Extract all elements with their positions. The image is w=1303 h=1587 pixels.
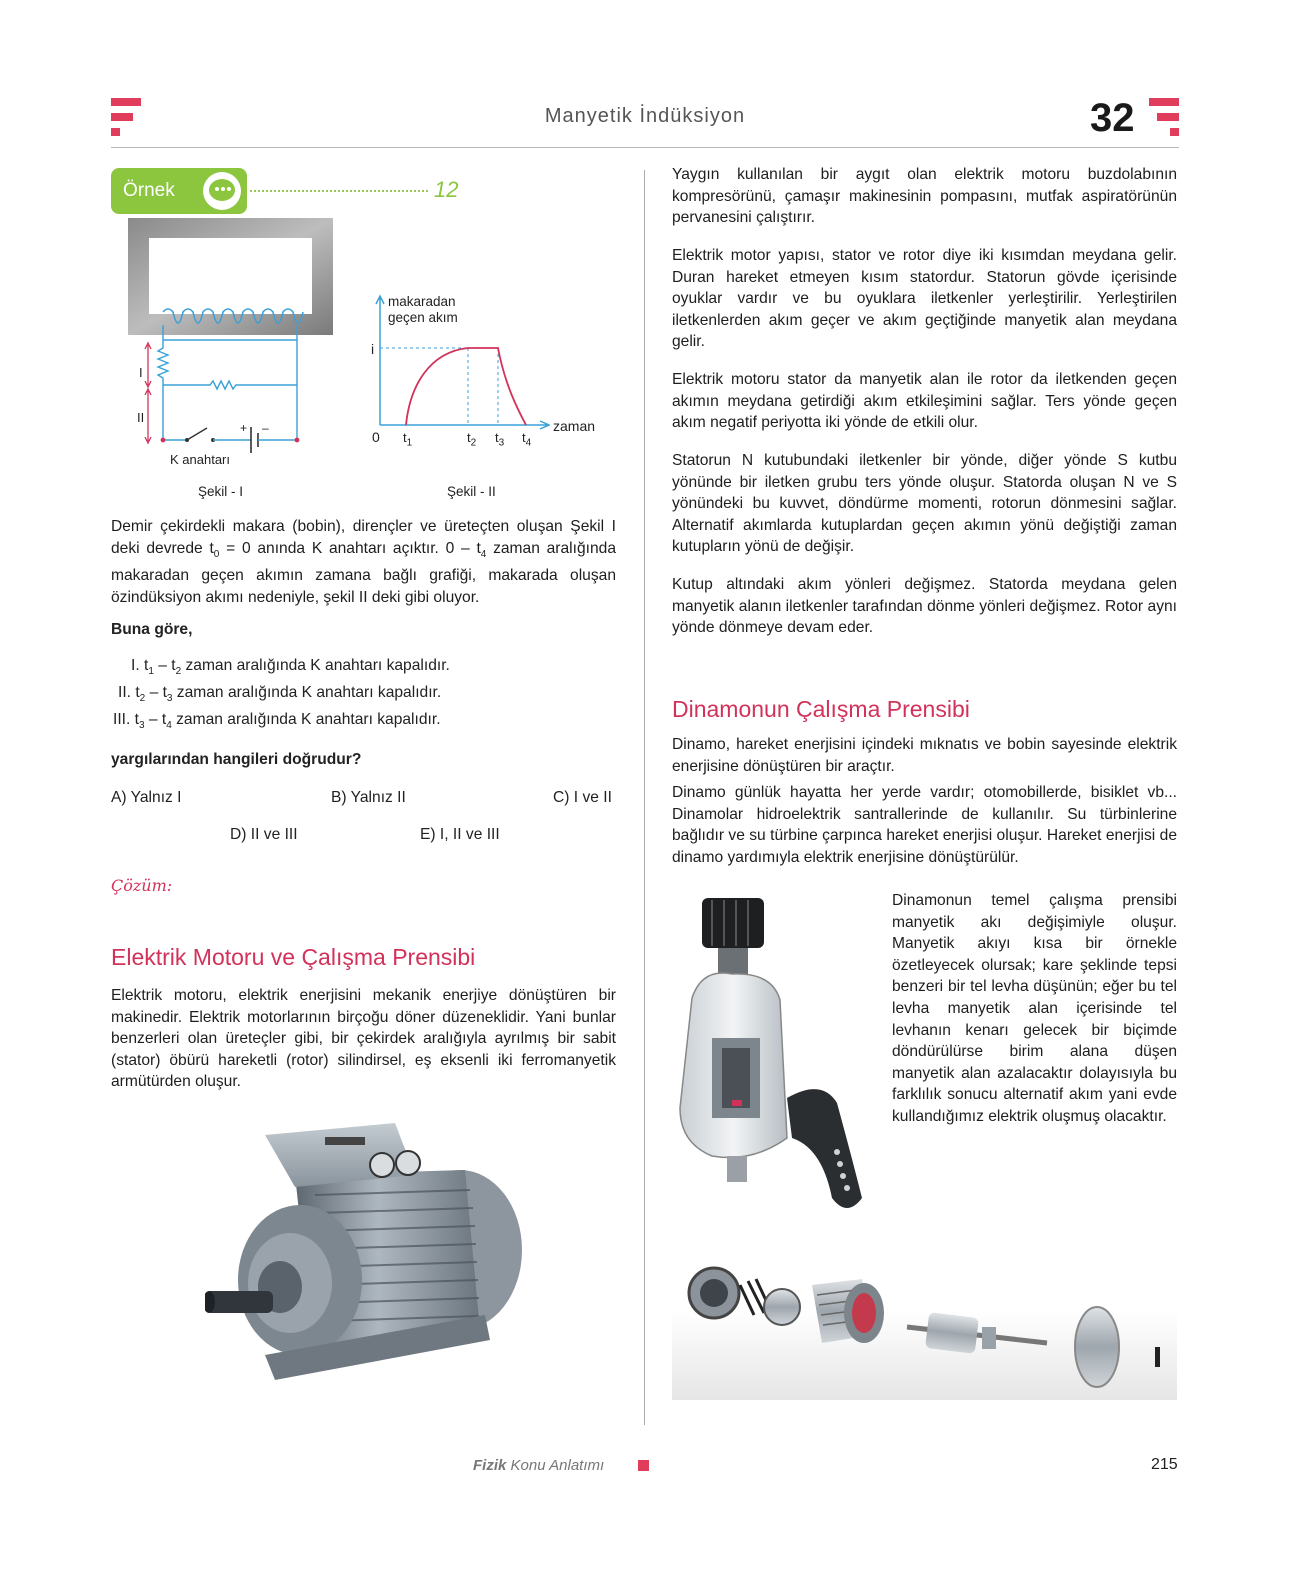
header-rule [111, 147, 1179, 148]
footer-square [638, 1460, 649, 1471]
right-paragraph-3: Elektrik motoru stator da manyetik alan ile rotor da iletkenden geçen akımın meydana getirdiği akım etkileşimini sağlar. Ters yönde geçen akım negatif periyotta iki yönde de etkili olur. [672, 371, 1177, 432]
current-curve [406, 348, 526, 425]
switch-label: K anahtarı [170, 452, 230, 467]
graph-y-tick: i [371, 341, 375, 357]
right-paragraph-2: Elektrik motor yapısı, stator ve rotor diye iki kısımdan meydana gelir. Duran hareket etmeyen kısım statordur. Statorun gövde içerisinde oyuklar vardır ve bu oyuklara iletkenler yerleştirilir. Yerleştirilen iletkenlerden akım geçer ve akım geçtiğinde manyetik alan meydana gelir. [672, 247, 1177, 351]
label-II: II [137, 410, 145, 425]
example-number: 12 [434, 177, 459, 202]
graph-tick-t1: $t_1$ [403, 430, 413, 449]
resistor-2 [163, 381, 297, 389]
switch-k [187, 428, 207, 440]
question-prompt: Buna göre, [111, 621, 193, 638]
dynamo-paragraph-2: Dinamo günlük hayatta her yerde vardır; otomobillerde, bisiklet vb... Dinamolar hidroelektrik santrallerinde de kullanılır. Su türbinlerine bağlıdır ve su türbine çarpınca hareket enerjisi oluşur. Hareket enerjisi de dinamo yardımıyla elektrik enerjisine dönüştürülür. [672, 784, 1177, 866]
electric-motor-image [205, 1115, 530, 1385]
speech-bubble-icon [203, 172, 241, 210]
option-d[interactable]: D) II ve III [230, 826, 298, 843]
option-a[interactable]: A) Yalnız I [111, 789, 182, 806]
footer-book [473, 1457, 604, 1474]
section-title-motor: Elektrik Motoru ve Çalışma Prensibi [111, 944, 476, 970]
statement-3: III. $t_3 - t_4$ zaman aralığında K anahtarı kapalıdır. [113, 711, 441, 732]
dynamo-paragraph-1: Dinamo, hareket enerjisini içindeki mıknatıs ve bobin sayesinde elektrik enerjisine dönüştüren bir araçtır. [672, 736, 1177, 775]
section-text-motor: Elektrik motoru, elektrik enerjisini mekanik enerjiye dönüştüren bir makinedir. Elektrik motorlarının birçoğu döner düzeneklidir. Yani bunlar benzerleri olan üreteçler gibi, bir çekirdek aralığıyla ayrılmış bir sabit (stator) öbürü hareketli (rotor) silindirsel, eş eksenli iki ferromanyetik armütürden oluşur. [111, 987, 616, 1091]
question-end: yargılarından hangileri doğrudur? [111, 751, 362, 768]
footer-book-bold: Fizik [473, 1457, 507, 1474]
graph-y-label-2: geçen akım [388, 310, 458, 325]
option-b[interactable]: B) Yalnız II [331, 789, 406, 806]
battery-plus: + [240, 421, 248, 435]
right-paragraph-1: Yaygın kullanılan bir aygıt olan elektrik motoru buzdolabının kompresörünü, çamaşır makinesinin pompasını, mutfak aspiratörünün pervanesini çalıştırır. [672, 166, 1177, 227]
battery-minus: – [262, 421, 269, 435]
option-e[interactable]: E) I, II ve III [420, 826, 500, 843]
dynamo-side-text: Dinamonun temel çalışma prensibi manyetik akı değişimiyle oluşur. Manyetik akıyı kısa bir örnekle özetleyecek olursak; kare şeklinde tepsi benzeri bir tel levha düşünün; eğer bu tel levha manyetik alan içerisinde tel levhanın kenarı gelecek bir biçimde döndürülürse birim alana düşen manyetik alan azalacaktır dolayısıyla bu farklılık sonucu alternatif akım yani evde kullandığımız elektrik oluşmuş olacaktır. [892, 892, 1177, 1125]
solution-label: Çözüm: [111, 876, 173, 895]
example-badge-label: Örnek [123, 180, 175, 201]
question-text: Demir çekirdekli makara (bobin), dirençler ve üreteçten oluşan Şekil I deki devrede $t_0 = 0$ anında K anahtarı açıktır. $0 - t_4$ zaman aralığında makaradan geçen akımın zamana bağlı grafiği, makarada oluşan özindüksiyon akımı nedeniyle, şekil II deki gibi oluyor. [111, 518, 616, 606]
figure-2-caption: Şekil - II [447, 484, 496, 499]
figure-1-circuit [125, 215, 340, 470]
example-dotted-leader [250, 190, 428, 192]
graph-tick-t2: $t_2$ [467, 430, 477, 449]
right-paragraph-5: Kutup altındaki akım yönleri değişmez. Statorda meydana gelen manyetik alanın iletkenler tarafından dönme yönleri değişmez. Rotor aynı yönde dönmeye devam eder. [672, 576, 1177, 637]
right-paragraph-4: Statorun N kutubundaki iletkenler bir yönde, diğer yönde S kutbu yönünde bir iletken grubu ters yönde oluşur. Statorda oluşan N ve S yönündeki bu kuvvet, döndürme momenti, rotorun dönmesini sağlar. Alternatif akımlarda kutuplardan geçen akımın yönü değiştiği zaman kutupların yönü de değişir. [672, 452, 1177, 556]
section-title-dynamo: Dinamonun Çalışma Prensibi [672, 696, 970, 722]
bicycle-dynamo-image [672, 888, 887, 1228]
resistor-1 [158, 340, 168, 440]
page-number: 215 [1151, 1456, 1178, 1473]
chapter-number: 32 [1090, 96, 1135, 140]
graph-tick-t4: $t_4$ [522, 430, 532, 449]
graph-x-label: zaman [553, 418, 596, 434]
graph-origin: 0 [372, 429, 380, 445]
battery [251, 427, 258, 453]
exploded-motor-image [672, 1255, 1177, 1400]
statement-2: II. $t_2 - t_3$ zaman aralığında K anahtarı kapalıdır. [118, 684, 442, 705]
footer-book-rest: Konu Anlatımı [506, 1457, 605, 1474]
graph-tick-t3: $t_3$ [495, 430, 505, 449]
y-axis [376, 296, 384, 425]
statement-1: I. $t_1 - t_2$ zaman aralığında K anahtarı kapalıdır. [131, 657, 450, 678]
example-badge [111, 168, 247, 214]
header-title: Manyetik İndüksiyon [544, 105, 746, 127]
option-c[interactable]: C) I ve II [553, 789, 612, 806]
figure-1-caption: Şekil - I [198, 484, 244, 499]
graph-y-label-1: makaradan [388, 294, 456, 309]
label-I: I [139, 365, 143, 380]
column-divider [644, 170, 645, 1425]
